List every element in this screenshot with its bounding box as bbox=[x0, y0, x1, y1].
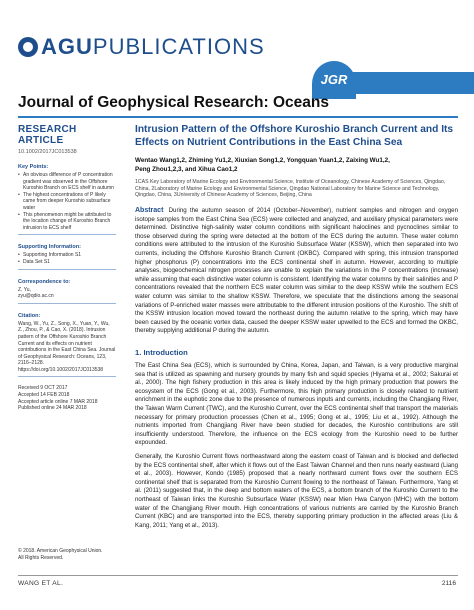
article-type: RESEARCH ARTICLE bbox=[18, 124, 77, 146]
sidebar-divider bbox=[18, 376, 116, 377]
key-points-heading: Key Points: bbox=[18, 164, 49, 170]
copyright-notice bbox=[18, 548, 116, 561]
logo-agu-text: AGU bbox=[41, 34, 93, 59]
abstract bbox=[135, 207, 458, 336]
header-rule bbox=[18, 116, 458, 118]
abstract-text: During the autumn season of 2014 (October–November), nutrient samples and nitrogen and oxygen isotope samples from the East China Sea (ECS) were collected and analyzed, and auxiliary physical parameters were determined. Distinctive high-salinity water column conditions with significant haloclines and pycnoclines similar to those observed during the spring were detected at the bottom of the ECS during the autumn. These water column conditions were attributed to the intrusion of the Kuroshio Subsurface Water (KSSW), which then separated into two currents, including the Offshore Kuroshio Branch Current (OKBC). Compared with spring, this intrusion transported higher phosphorus (P) concentrations into the ECS continental shelf in autumn. However, according to multiple analyses, biogeochemical nitrogen processes are unable to explain the variations in the P concentrations (increase) while assuming that each distinctive water column is consistent. Identifying the water columns by their salinities and P concentrations revealed that the northern ECS water column was similar to the deep KSSW while the southern ECS water column was similar to the shallow KSSW. Therefore, we speculate that the distinctions among the seasonal variations of P-enriched water masses were attributable to the different intrusion positions of the Kuroshio. The shift of the KSSW intrusion location moved toward the northeast during the autumn relative to the spring, which may have been caused by the oceanic vortex data, caused the deeper KSSW water upwelled to the ECS and formed the OKBC, thereby supplying additional P during the autumn. bbox=[135, 207, 458, 335]
main-content bbox=[135, 124, 458, 530]
body-paragraph: Generally, the Kuroshio Current flows northeastward along the eastern coast of Taiwan and is blocked and deflected by the ECS continental shelf, after which it flows out of the East Taiwan Channel and then runs nearly eastward (Liang et al., 2003). However, Kondo (1985) proposed that a nearly northward current flows over the southern ECS continental shelf that is separated from the Kuroshio Current flowing to the northeast of Taiwan. Furthermore, Yang et al. (2011) suggested that, in the deep and bottom waters of the ECS, a bottom branch of the Kuroshio Current to the northeast of Taiwan links the Kuroshio Subsurface Water (KSSW) near Mien Hwa Canyon (MHC) with the bottom water of the Changjiang River mouth. High concentrations of various nutrients are carried by the Kuroshio Branch Current (KBC) and are transported into the ECS, thereby supporting primary production in the affected areas (Liu & Kang, 2011; Yang et al., 2013). bbox=[135, 452, 458, 529]
author-list bbox=[135, 157, 458, 174]
agu-globe-icon bbox=[18, 37, 38, 57]
agu-publications-logo[interactable] bbox=[18, 34, 265, 60]
accepted-date: Accepted 14 FEB 2018 bbox=[18, 392, 70, 399]
citation-text: Wang, W., Yu, Z., Song, X., Yuan, Y., Wu, Z., Zhou, P., & Cao, X. (2018). Intrusion pattern of the Offshore Kuroshio Branch Current and its effects on nutrient contributions in the East China Sea. Journal of Geophysical Research: Oceans, 123, 2116–2128. https://doi.org/10.1002/2017JC013538 bbox=[18, 320, 116, 373]
abstract-label: Abstract bbox=[135, 207, 164, 215]
published-date: Published online 24 MAR 2018 bbox=[18, 405, 87, 412]
citation-heading: Citation: bbox=[18, 312, 41, 319]
correspondence-heading: Correspondence to: bbox=[18, 278, 71, 285]
paper-title: Intrusion Pattern of the Offshore Kuroshio Branch Current and Its Effects on Nutrient Contributions in the East China Sea bbox=[135, 124, 454, 148]
authors-line: Wentao Wang1,2, Zhiming Yu1,2, Xiuxian Song1,2, Yongquan Yuan1,2, Zaixing Wu1,2, bbox=[135, 157, 390, 164]
history-block bbox=[18, 385, 116, 411]
left-sidebar bbox=[18, 124, 116, 412]
body-paragraph: The East China Sea (ECS), which is surrounded by China, Korea, Japan, and Taiwan, is a very productive marginal sea that is utilized as spawning and nursery grounds by many fish and squid species (Hiyama et al., 2002; Sakurai et al., 2000). The high fishery production in this area is likely induced by the high primary production that powers the ecosystem of the ECS (Gong et al., 2003). Furthermore, this high primary production is closely related to nutrient enrichment in the euphotic zone due to the presence of numerous inputs and currents, including the Changjiang River, the Taiwan Warm Current (TWC), and the Kuroshio Current, over the ECS continental shelf that transport the materials necessary for primary production processes (Chen et al., 1995; Gong et al., 1995; Liu et al., 1992). Although the nutrients imported from Changjiang River have been studied for decades, the Kuroshio contributions are still insufficiently understood. Therefore, the influence on the ECS ecology from the Kuroshio need to be further expounded. bbox=[135, 362, 458, 447]
copyright-line: © 2018. American Geophysical Union. bbox=[18, 548, 103, 554]
supporting-item[interactable]: • Data Set S1 bbox=[18, 259, 116, 266]
section-title: 1. Introduction bbox=[135, 348, 188, 358]
footer-authors: WANG ET AL. bbox=[18, 580, 64, 587]
correspondence-email[interactable]: zyu@qdio.ac.cn bbox=[18, 293, 54, 300]
journal-title: Journal of Geophysical Research: Oceans bbox=[18, 94, 329, 111]
sidebar-divider bbox=[18, 234, 116, 235]
key-point: • The highest concentrations of P likely came from deeper Kuroshio subsurface water bbox=[18, 192, 116, 212]
correspondence-block bbox=[18, 287, 116, 300]
page-header bbox=[0, 0, 474, 118]
copyright-line: All Rights Reserved. bbox=[18, 554, 64, 561]
sidebar-divider bbox=[18, 303, 116, 304]
page-number: 2116 bbox=[441, 580, 456, 587]
online-date: Accepted article online 7 MAR 2018 bbox=[18, 398, 98, 405]
affiliations: 1CAS Key Laboratory of Marine Ecology and Environmental Science, Institute of Oceanology, Chinese Academy of Sciences, Qingdao, China, 2Laboratory of Marine Ecology and Environmental Science, Qingdao National Laboratory for Marine Science and Technology, Qingdao, China, 3University of Chinese Academy of Sciences, Beijing, China bbox=[135, 179, 446, 199]
supporting-item[interactable]: • Supporting Information S1 bbox=[18, 252, 116, 259]
footer-rule bbox=[18, 575, 458, 576]
key-points-list bbox=[18, 172, 116, 231]
article-doi[interactable]: 10.1002/2017JC013538 bbox=[18, 149, 77, 155]
authors-line: Peng Zhou1,2,3, and Xihua Cao1,2 bbox=[135, 165, 238, 173]
correspondence-name: Z. Yu, bbox=[18, 286, 31, 293]
key-point: • An obvious difference of P concentration gradient was observed in the Offshore Kuroshio Branch on ECS shelf in autumn bbox=[18, 172, 116, 192]
logo-publications-text: PUBLICATIONS bbox=[92, 34, 265, 59]
supporting-info-heading: Supporting Information: bbox=[18, 244, 81, 251]
jgr-badge: JGR bbox=[312, 61, 356, 99]
received-date: Received 9 OCT 2017 bbox=[18, 385, 68, 392]
supporting-info-list bbox=[18, 252, 116, 265]
sidebar-divider bbox=[18, 269, 116, 270]
key-point: • This phenomenon might be attributed to the location change of Kuroshio Branch intrusion to ECS shelf bbox=[18, 212, 116, 232]
